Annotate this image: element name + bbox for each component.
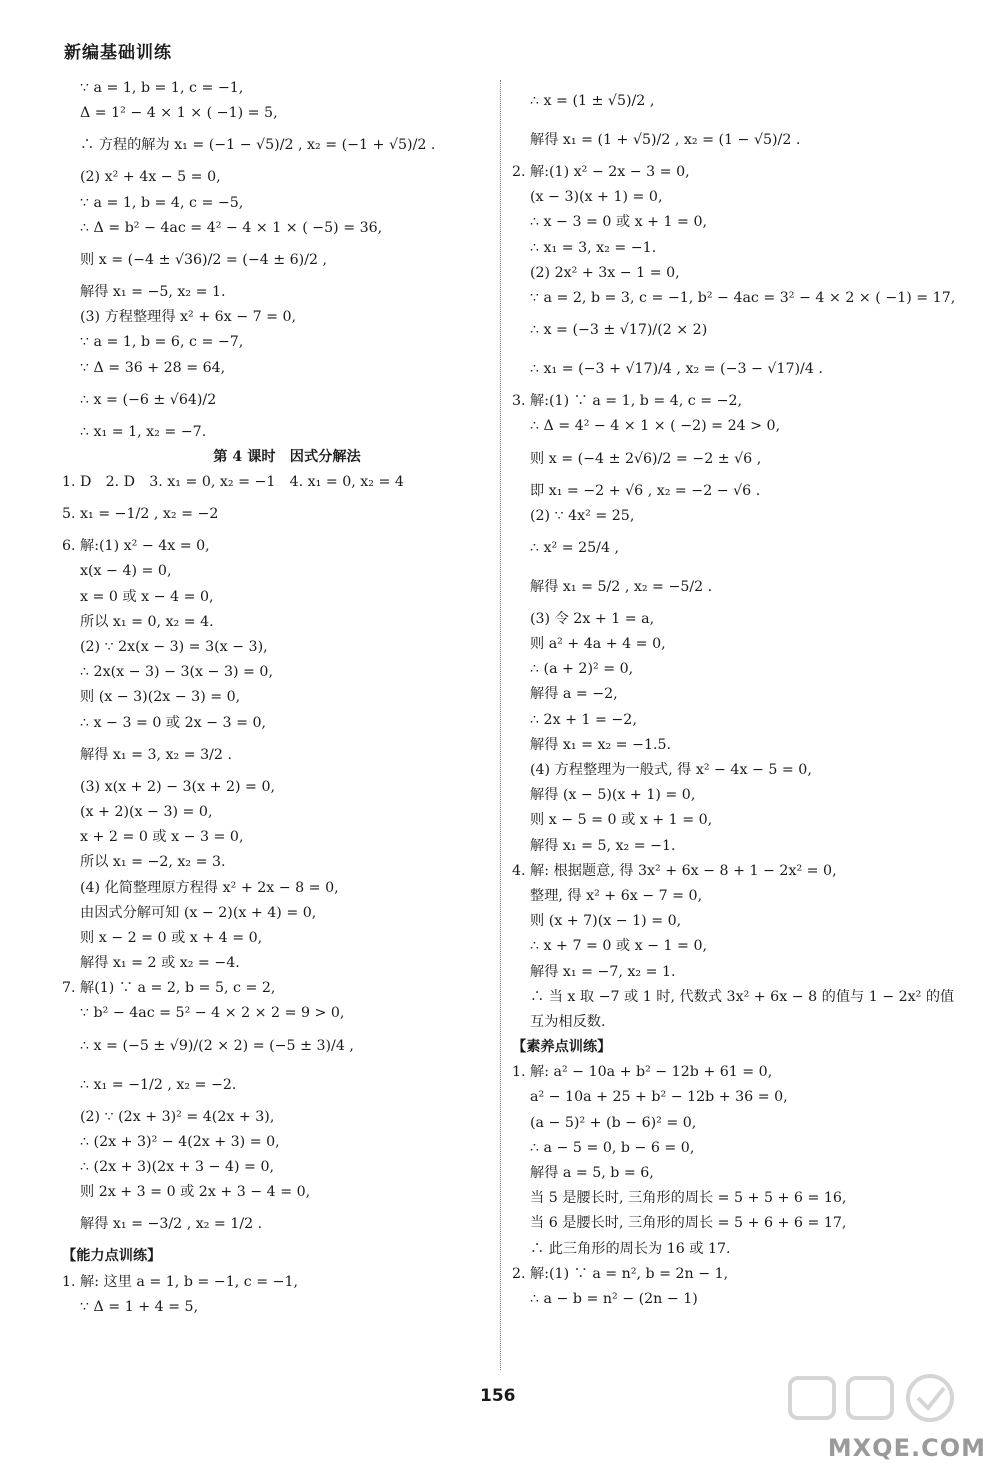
text-line: 整理, 得 x² + 6x − 7 = 0, <box>530 887 703 904</box>
text-line: 则 x − 2 = 0 或 x + 4 = 0, <box>80 929 263 946</box>
text-line: ∴ x − 3 = 0 或 x + 1 = 0, <box>530 214 707 231</box>
text-line: Δ = 1² − 4 × 1 × ( −1) = 5, <box>80 105 278 122</box>
text-line: 5. x₁ = −1/2 , x₂ = −2 <box>62 506 219 523</box>
text-line: ∴ Δ = b² − 4ac = 4² − 4 × 1 × ( −5) = 36, <box>80 219 383 236</box>
text-line: ∴ x₁ = (−3 + √17)/4 , x₂ = (−3 − √17)/4 . <box>530 361 823 378</box>
text-line: ∴ x + 7 = 0 或 x − 1 = 0, <box>530 938 707 955</box>
text-line: 解得 a = −2, <box>530 686 618 703</box>
text-line: 当 5 是腰长时, 三角形的周长 = 5 + 5 + 6 = 16, <box>530 1190 847 1207</box>
text-line: 解得 x₁ = 3, x₂ = 3/2 . <box>80 746 232 763</box>
page-number: 156 <box>480 1386 516 1406</box>
text-line: 解得 x₁ = −3/2 , x₂ = 1/2 . <box>80 1216 263 1233</box>
column-divider <box>500 80 501 1370</box>
text-line: 解得 x₁ = 5, x₂ = −1. <box>530 837 676 854</box>
text-line: ∴ (2x + 3)² − 4(2x + 3) = 0, <box>80 1133 280 1150</box>
text-line: x(x − 4) = 0, <box>80 563 172 580</box>
text-line: 4. 解: 根据题意, 得 3x² + 6x − 8 + 1 − 2x² = 0, <box>512 862 837 879</box>
text-line: ∴ 2x + 1 = −2, <box>530 711 637 728</box>
text-line: 则 x − 5 = 0 或 x + 1 = 0, <box>530 812 713 829</box>
text-line: 6. 解:(1) x² − 4x = 0, <box>62 538 210 555</box>
text-line: ∴ x = (−5 ± √9)/(2 × 2) = (−5 ± 3)/4 , <box>80 1037 354 1054</box>
text-line: 即 x₁ = −2 + √6 , x₂ = −2 − √6 . <box>530 482 761 499</box>
text-line: 则 x = (−4 ± 2√6)/2 = −2 ± √6 , <box>530 450 762 467</box>
section-heading: 【能力点训练】 <box>62 1248 162 1265</box>
text-line: 则 (x − 3)(2x − 3) = 0, <box>80 689 241 706</box>
text-line: (x − 3)(x + 1) = 0, <box>530 189 663 206</box>
text-line: (2) ∵ 4x² = 25, <box>530 507 635 524</box>
text-line: ∵ a = 1, b = 4, c = −5, <box>80 194 244 211</box>
text-line: 解得 x₁ = −7, x₂ = 1. <box>530 963 676 980</box>
text-line: 3. 解:(1) ∵ a = 1, b = 4, c = −2, <box>512 393 743 410</box>
text-line: ∴ x = (1 ± √5)/2 , <box>530 93 655 109</box>
text-line: 解得 x₁ = x₂ = −1.5. <box>530 736 672 753</box>
text-line: 解得 x₁ = (1 + √5)/2 , x₂ = (1 − √5)/2 . <box>530 132 801 148</box>
text-line: 则 (x + 7)(x − 1) = 0, <box>530 913 682 930</box>
text-line: (a − 5)² + (b − 6)² = 0, <box>530 1114 697 1131</box>
text-line: x = 0 或 x − 4 = 0, <box>80 588 214 605</box>
text-line: 当 6 是腰长时, 三角形的周长 = 5 + 6 + 6 = 17, <box>530 1215 847 1232</box>
section-heading: 【素养点训练】 <box>512 1039 612 1056</box>
text-line: ∴ x₁ = −1/2 , x₂ = −2. <box>80 1076 237 1093</box>
text-line: 7. 解(1) ∵ a = 2, b = 5, c = 2, <box>62 980 276 997</box>
text-line: ∵ Δ = 36 + 28 = 64, <box>80 359 226 376</box>
text-line: (3) x(x + 2) − 3(x + 2) = 0, <box>80 778 275 795</box>
text-line: 则 a² + 4a + 4 = 0, <box>530 636 666 653</box>
text-line: 互为相反数. <box>530 1013 606 1030</box>
text-line: 所以 x₁ = 0, x₂ = 4. <box>80 613 214 630</box>
text-line: 解得 (x − 5)(x + 1) = 0, <box>530 787 696 804</box>
text-line: a² − 10a + 25 + b² − 12b + 36 = 0, <box>530 1089 788 1106</box>
text-line: (2) 2x² + 3x − 1 = 0, <box>530 264 680 281</box>
text-line: ∵ a = 1, b = 1, c = −1, <box>80 80 244 96</box>
text-line: (4) 化简整理原方程得 x² + 2x − 8 = 0, <box>80 879 339 896</box>
page-header-title: 新编基础训练 <box>64 43 172 63</box>
watermark-text: MXQE.COM <box>827 1434 986 1462</box>
text-line: 由因式分解可知 (x − 2)(x + 4) = 0, <box>80 904 317 921</box>
text-line: (2) ∵ (2x + 3)² = 4(2x + 3), <box>80 1108 275 1125</box>
text-line: x + 2 = 0 或 x − 3 = 0, <box>80 829 244 846</box>
text-line: (4) 方程整理为一般式, 得 x² − 4x − 5 = 0, <box>530 762 812 778</box>
text-line: ∴ x₁ = 1, x₂ = −7. <box>80 423 207 440</box>
text-line: ∴ 当 x 取 −7 或 1 时, 代数式 3x² + 6x − 8 的值与 1 − 2x² 的值 <box>530 988 955 1005</box>
text-line: ∴ x − 3 = 0 或 2x − 3 = 0, <box>80 714 267 731</box>
text-line: ∵ a = 2, b = 3, c = −1, b² − 4ac = 3² − 4 × 2 × ( −1) = 17, <box>530 289 956 306</box>
text-line: ∴ 方程的解为 x₁ = (−1 − √5)/2 , x₂ = (−1 + √5)/2 . <box>80 137 436 154</box>
text-line: ∴ Δ = 4² − 4 × 1 × ( −2) = 24 > 0, <box>530 418 781 435</box>
text-line: 2. 解:(1) x² − 2x − 3 = 0, <box>512 164 690 180</box>
section-title: 第 4 课时 因式分解法 <box>213 448 361 465</box>
text-line: ∴ x² = 25/4 , <box>530 539 620 556</box>
text-line: 2. 解:(1) ∵ a = n², b = 2n − 1, <box>512 1265 729 1282</box>
text-line: 解得 x₁ = 5/2 , x₂ = −5/2 . <box>530 578 713 595</box>
text-line: ∴ a − 5 = 0, b − 6 = 0, <box>530 1139 695 1156</box>
text-line: 1. 解: 这里 a = 1, b = −1, c = −1, <box>62 1273 299 1290</box>
text-line: 所以 x₁ = −2, x₂ = 3. <box>80 854 226 871</box>
text-line: (2) ∵ 2x(x − 3) = 3(x − 3), <box>80 639 268 655</box>
text-line: ∴ 此三角形的周长为 16 或 17. <box>530 1240 731 1257</box>
right-column <box>512 82 956 1312</box>
text-line: 解得 a = 5, b = 6, <box>530 1165 654 1181</box>
left-column <box>62 76 482 1320</box>
text-line: ∴ a − b = n² − (2n − 1) <box>530 1290 698 1307</box>
text-line: 则 x = (−4 ± √36)/2 = (−4 ± 6)/2 , <box>80 251 328 268</box>
text-line: ∴ x₁ = 3, x₂ = −1. <box>530 239 657 256</box>
text-line: (3) 方程整理得 x² + 6x − 7 = 0, <box>80 309 297 326</box>
text-line: ∵ Δ = 1 + 4 = 5, <box>80 1298 199 1315</box>
text-line: ∵ a = 1, b = 6, c = −7, <box>80 334 244 351</box>
text-line: ∴ (a + 2)² = 0, <box>530 661 634 678</box>
text-line: (x + 2)(x − 3) = 0, <box>80 803 213 820</box>
text-line: 解得 x₁ = −5, x₂ = 1. <box>80 283 226 300</box>
text-line: 解得 x₁ = 2 或 x₂ = −4. <box>80 955 240 972</box>
text-line: 1. D 2. D 3. x₁ = 0, x₂ = −1 4. x₁ = 0, x₂ = 4 <box>62 474 404 491</box>
text-line: ∵ b² − 4ac = 5² − 4 × 2 × 2 = 9 > 0, <box>80 1005 345 1022</box>
text-line: ∴ x = (−3 ± √17)/(2 × 2) <box>530 322 708 339</box>
text-line: ∴ x = (−6 ± √64)/2 <box>80 391 217 408</box>
text-line: 则 2x + 3 = 0 或 2x + 3 − 4 = 0, <box>80 1184 311 1201</box>
text-line: 1. 解: a² − 10a + b² − 12b + 61 = 0, <box>512 1064 773 1081</box>
text-line: ∴ 2x(x − 3) − 3(x − 3) = 0, <box>80 664 273 681</box>
text-line: ∴ (2x + 3)(2x + 3 − 4) = 0, <box>80 1159 274 1175</box>
text-line: (2) x² + 4x − 5 = 0, <box>80 169 221 186</box>
text-line: (3) 令 2x + 1 = a, <box>530 610 655 627</box>
